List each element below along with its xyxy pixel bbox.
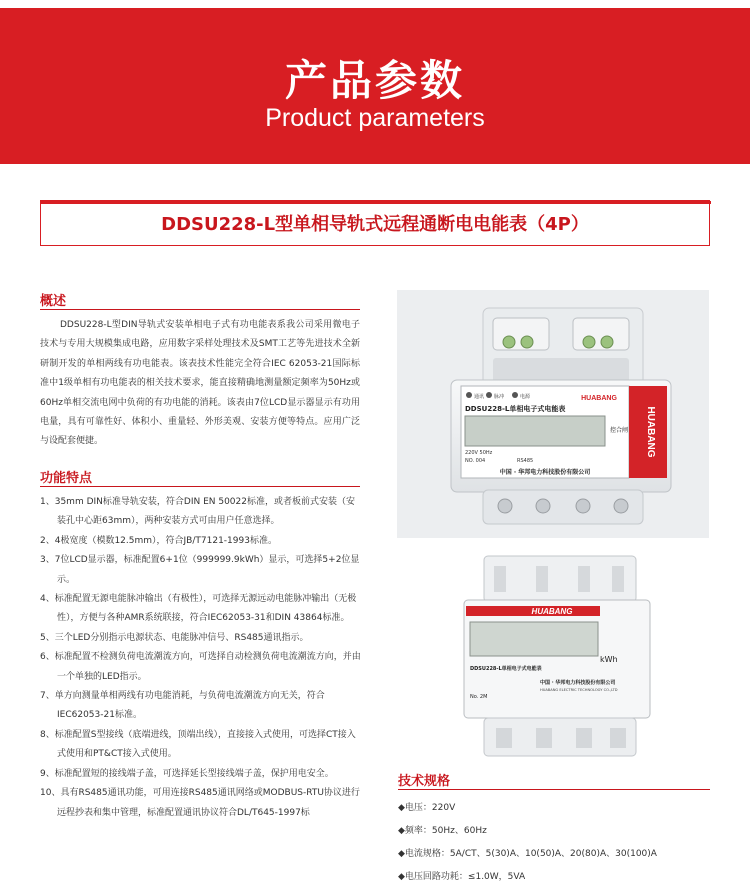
- front-info-2: NO. 004: [465, 458, 486, 464]
- small-company: 中国 · 华邦电力科技股份有限公司: [540, 680, 616, 686]
- product-title: DDSU228-L型单相导轨式远程通断电电能表（4P）: [161, 214, 589, 235]
- front-company: 中国 · 华邦电力科技股份有限公司: [499, 469, 591, 476]
- product-title-box: [40, 200, 710, 246]
- meter-photo-side: [460, 552, 654, 762]
- feature-item: 9、标准配置短的接线端子盖，可选择延长型接线端子盖，保护用电安全。: [40, 768, 334, 779]
- spec-item: ◆电压回路功耗：≤1.0W，5VA: [398, 872, 526, 882]
- features-divider: [40, 486, 360, 487]
- led-label-1: 通讯: [474, 394, 485, 400]
- feature-item: 4、标准配置无源电能脉冲输出（有极性），可选择无源远动电能脉冲输出（无极性），方便与各种AMR系统联接，符合IEC62053-31和DIN 43864标准。: [40, 594, 357, 624]
- feature-item: 3、7位LCD显示器，标准配置6+1位（999999.9kWh）显示，可选择5+2位显示。: [40, 555, 360, 585]
- features-list: [40, 493, 362, 823]
- meter-photo-front: [397, 290, 709, 538]
- front-model: DDSU228-L单相电子式电能表: [465, 405, 566, 413]
- feature-item: 1、35mm DIN标准导轨安装，符合DIN EN 50022标准，或者板前式安装（安装孔中心距63mm），两种安装方式可由用户任意选择。: [40, 497, 355, 527]
- feature-item: 8、标准配置S型接线（底端进线，顶端出线），直接接入式使用，可选择CT接入式使用和PT&CT接入式使用。: [40, 729, 356, 760]
- small-company-en: HUABANG ELECTRIC TECHNOLOGY CO.,LTD: [540, 688, 618, 692]
- hero-banner: [0, 8, 750, 164]
- spec-item: ◆电压：220V: [398, 803, 456, 813]
- front-info-1: 220V 50Hz: [465, 450, 493, 456]
- small-brand: HUABANG: [531, 607, 573, 616]
- feature-item: 2、4极宽度（模数12.5mm），符合JB/T7121-1993标准。: [40, 535, 277, 546]
- specs-heading: 技术规格: [398, 774, 451, 789]
- meter-front-illustration: [397, 290, 709, 538]
- feature-item: 5、三个LED分别指示电源状态、电能脉冲信号、RS485通讯指示。: [40, 632, 309, 643]
- title-bar: [41, 201, 711, 204]
- lcd-side-label: 控合闸: [610, 427, 629, 434]
- front-brand: HUABANG: [581, 395, 617, 402]
- overview-divider: [40, 309, 360, 310]
- small-no: No. 2M: [470, 694, 488, 700]
- small-unit: kWh: [600, 655, 618, 664]
- led-label-3: 电源: [520, 394, 531, 400]
- side-brand-text: HUABANG: [645, 406, 656, 458]
- meter-side-illustration: [460, 552, 654, 762]
- hero-title-cn: 产品参数: [284, 56, 465, 105]
- specs-list: [398, 797, 718, 889]
- front-rs: RS485: [517, 458, 534, 464]
- feature-item: 6、标准配置不检测负荷电流潮流方向，可选择自动检测负荷电流潮流方向，并由一个单独的LED指示。: [40, 652, 361, 682]
- features-heading: 功能特点: [40, 471, 93, 486]
- led-label-2: 脉冲: [494, 394, 505, 400]
- small-model: DDSU228-L单相电子式电能表: [470, 666, 542, 672]
- feature-item: 10、具有RS485通讯功能，可用连接RS485通讯网络或MODBUS-RTU协议进行远程抄表和集中管理，标准配置通讯协议符合DL/T645-1997标: [40, 788, 360, 818]
- spec-item: ◆电流规格：5A/CT、5(30)A、10(50)A、20(80)A、30(100)A: [398, 849, 657, 859]
- overview-text: DDSU228-L型DIN导轨式安装单相电子式有功电能表系我公司采用微电子技术与专用大规模集成电路，应用数字采样处理技术及SMT工艺等先进技术全新研制开发的单相两线有功电能表。该表技术性能完全符合IEC 62053-21国际标准中1级单相有功电能表的相关技术要求，能直接精确地测量额定频率为50Hz或60Hz单相交流电网中负荷的有功电能的消耗。该表由7位LCD显示器显示有功用电量，具有可靠性好、体积小、重量轻、外形美观、安装方便等特点。应用广泛与设配套便捷。: [40, 320, 360, 447]
- feature-item: 7、单方向测量单相两线有功电能消耗，与负荷电流潮流方向无关，符合IEC62053-21标准。: [40, 691, 325, 721]
- specs-divider: [398, 789, 710, 790]
- spec-item: ◆频率：50Hz、60Hz: [398, 826, 487, 836]
- overview-heading: 概述: [40, 294, 67, 309]
- hero-title-en: Product parameters: [265, 104, 485, 132]
